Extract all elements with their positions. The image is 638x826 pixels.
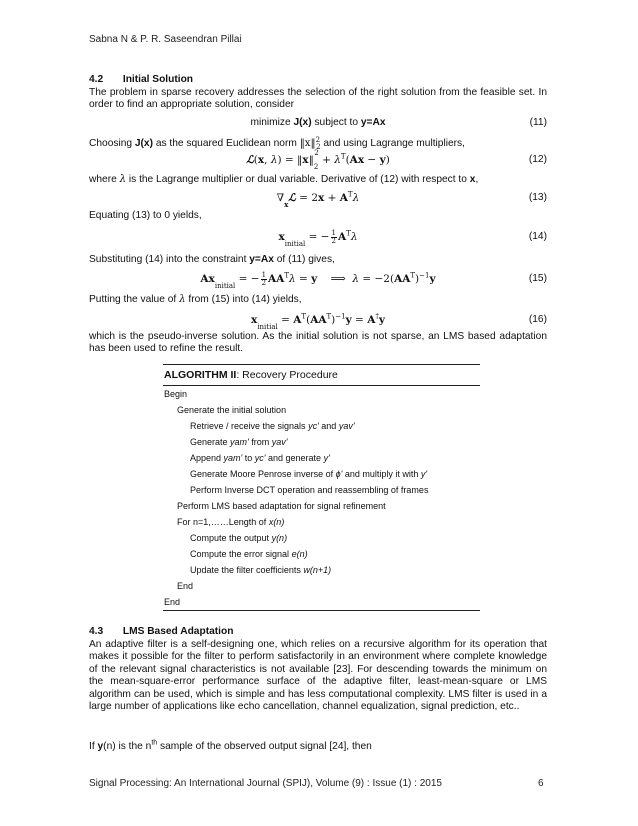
algorithm-step-text: yav' [271,437,288,447]
equation-11-body: minimize J(x) subject to y=Ax [250,117,386,128]
algorithm-step-text: and [318,421,339,431]
equation-number: (13) [528,192,547,203]
equation-14 [89,228,547,249]
equation-12-body: ℒ(x, $\lambda) = ‖x‖_2^2 + \lambda^T(Ax - y)$ [246,148,390,172]
running-head: Sabna N & P. R. Saseendran Pillai [89,34,242,45]
equation-16 [89,312,547,332]
algorithm-step [163,498,480,514]
algorithm-step-text: Append [190,453,224,463]
algorithm-step-text: Perform Inverse DCT operation and reassembling of frames [190,485,429,495]
algorithm-step-text: Update the filter coefficients [190,565,304,575]
algorithm-step [163,402,480,418]
algorithm-step-text: End [177,581,194,591]
algorithm-step [163,514,480,530]
equation-13-body: $\nabla_xℒ = 2x + A^T\lambda$ [276,190,360,210]
section-heading-4-3 [89,626,233,638]
paragraph-output-signal: If y(n) is the $n^{th}$ sample of the observed output signal [24], then [89,739,372,752]
equation-11 [89,115,547,131]
equation-number: (14) [528,231,547,242]
algorithm-step [163,418,480,434]
section-number: 4.3 [89,626,104,637]
paragraph-sparse-recovery: The problem in sparse recovery addresses the selection of the right solution from the feasible set. In order to find an appropriate solution, consider [89,87,547,111]
algorithm-step-text: from [248,437,272,447]
algorithm-step-text: y' [323,453,330,463]
algorithm-step [163,434,480,450]
algorithm-step [163,450,480,466]
equation-14-body: $x_{initial}$ = − $\frac{1}{2}$ $A^T\lambda$ [278,228,358,249]
algorithm-step-text: Compute the output [190,533,272,543]
algorithm-step-text: For n=1,……Length of [177,517,269,527]
algorithm-steps [163,386,480,610]
algorithm-box [163,364,480,611]
section-title: Initial Solution [122,74,194,85]
algorithm-step-text: w(n+1) [303,565,332,575]
section-heading-4-2 [89,74,193,86]
equation-number: (16) [528,314,547,325]
equation-15-body: $Ax_{initial}$ = − $\frac{1}{2}$ $AA^T\lambda = y$ ⟹ $\lambda = -2(AA^T)^{-1}y$ [200,270,436,291]
algorithm-step [163,530,480,546]
algorithm-step-text: Begin [164,389,188,399]
equation-number: (11) [529,117,547,128]
algorithm-step-text: y(n) [271,533,288,543]
algorithm-step-text: and multiply it with [342,469,421,479]
paragraph-putting-value: Putting the value of λ from (15) into (14) yields, [89,294,302,305]
algorithm-step [163,386,480,402]
algorithm-step-text: to [242,453,255,463]
paragraph-pseudo-inverse: which is the pseudo-inverse solution. As the initial solution is not sparse, an LMS based adaptation has been used to refine the result. [89,331,547,355]
paragraph-choosing-jx: Choosing J(x) as the squared Euclidean norm ‖x‖$^2_2$ and using Lagrange multipliers, [89,136,465,151]
algorithm-step-text: yam' [223,453,243,463]
algorithm-step-text: yav' [338,421,355,431]
algorithm-step-text: Generate Moore Penrose inverse of [190,469,336,479]
algorithm-step [163,466,480,482]
algorithm-step-text: x(n) [268,517,285,527]
algorithm-step [163,482,480,498]
algorithm-step-text: Generate [190,437,231,447]
equation-12 [89,148,547,172]
algorithm-step-text: yc' [308,421,319,431]
footer-page-number: 6 [538,778,544,789]
algorithm-step [163,562,480,578]
algorithm-step-text: End [164,597,181,607]
algorithm-step-text: e(n) [291,549,308,559]
algorithm-step [163,594,480,610]
algorithm-step-text: yc' [254,453,266,463]
section-number: 4.2 [89,74,104,85]
paragraph-equating: Equating (13) to 0 yields, [89,210,202,221]
equation-number: (15) [528,273,547,284]
algorithm-step-text: Retrieve / receive the signals [190,421,309,431]
footer-journal: Signal Processing: An International Journal (SPIJ), Volume (9) : Issue (1) : 2015 [89,778,442,789]
paragraph-lagrange: where λ is the Lagrange multiplier or dual variable. Derivative of (12) with respect to x, [89,174,479,185]
algorithm-title: ALGORITHM II: Recovery Procedure [163,365,480,386]
algorithm-step-text: Perform LMS based adaptation for signal refinement [177,501,386,511]
equation-13 [89,190,547,210]
algorithm-step-text: Generate the initial solution [177,405,287,415]
algorithm-step-text: y' [420,469,428,479]
paragraph-adaptive-filter: An adaptive filter is a self-designing one, which relies on a recursive algorithm for its operation that makes it possible for the filter to perform satisfactorily in an environment where complete knowledge of the relevant signal characteristics is not available [23]. For descending towards the minimum on the mean-square-error performance surface of the adaptive filter, least-mean-square or LMS algorithm can be used, which is simple and has less computational complexity. LMS filter is used in a large number of applications like echo cancellation, channel equalization, signal prediction, etc.. [89,639,547,713]
algorithm-step-text: ϕ' [335,469,343,479]
equation-16-body: $x_{initial} = A^T(AA^T)^{-1}y = A^\dagger y$ [251,312,385,332]
section-title: LMS Based Adaptation [122,626,234,637]
paragraph-substituting: Substituting (14) into the constraint y=Ax of (11) gives, [89,254,335,265]
algorithm-step [163,578,480,594]
algorithm-step-text: Compute the error signal [190,549,292,559]
equation-number: (12) [528,154,547,165]
algorithm-step [163,546,480,562]
algorithm-step-text: and generate [265,453,324,463]
equation-15 [89,270,547,291]
algorithm-step-text: yam' [230,437,249,447]
